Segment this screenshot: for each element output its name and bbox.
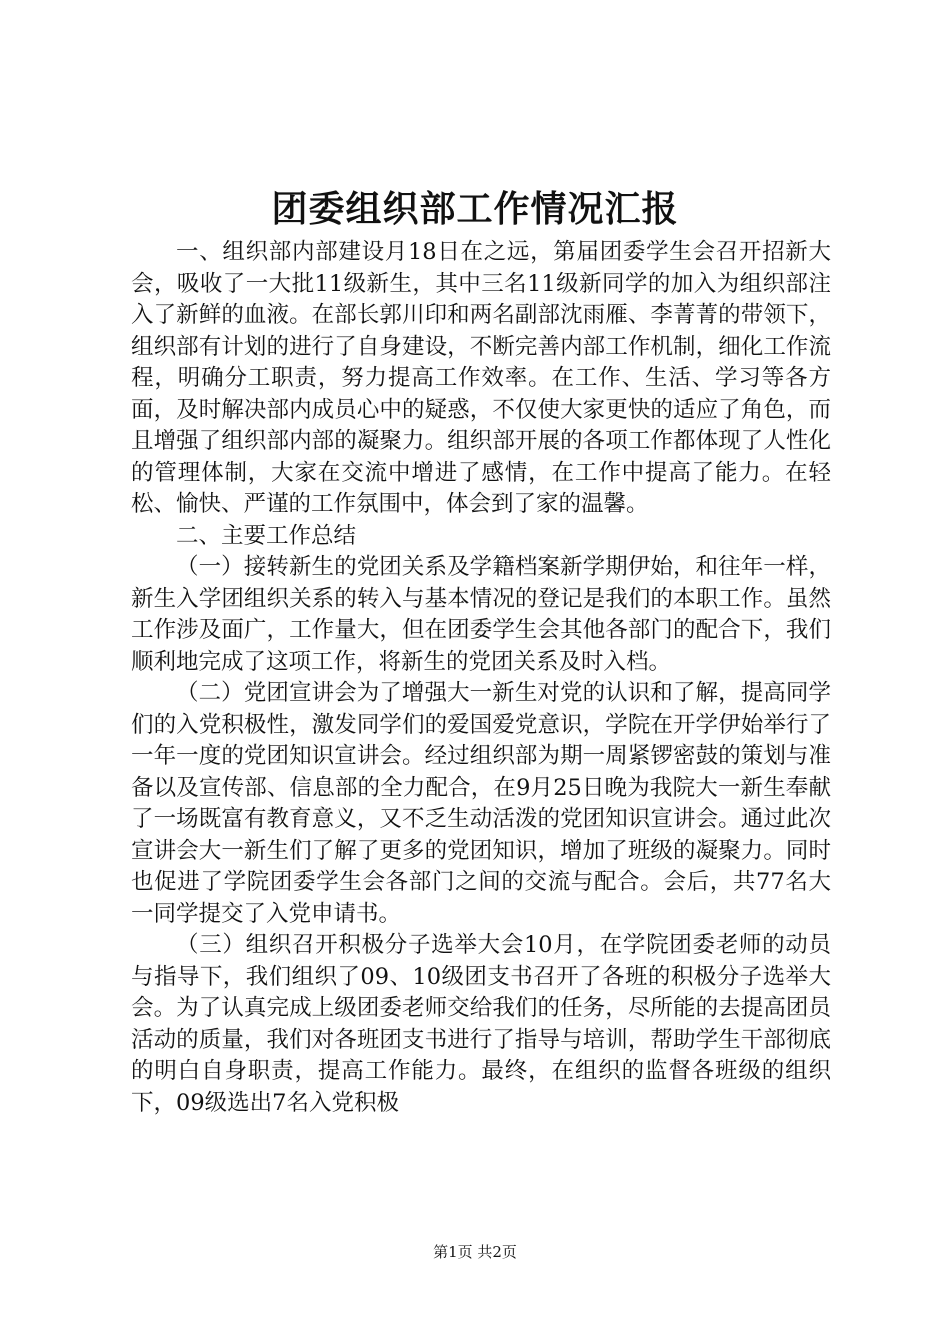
paragraph-item-two: （二）党团宣讲会为了增强大一新生对党的认识和了解，提高同学们的入党积极性，激发同学们的爱国爱党意识，学院在开学伊始举行了一年一度的党团知识宣讲会。经过组织部为期一周紧锣密鼓的策划与准备以及宣传部、信息部的全力配合，在9月25日晚为我院大一新生奉献了一场既富有教育意义，又不乏生动活泼的党团知识宣讲会。通过此次宣讲会大一新生们了解了更多的党团知识，增加了班级的凝聚力。同时也促进了学院团委学生会各部门之间的交流与配合。会后，共77名大一同学提交了入党申请书。 bbox=[131, 680, 831, 927]
paragraph-item-three: （三）组织召开积极分子选举大会10月，在学院团委老师的动员与指导下，我们组织了09、10级团支书召开了各班的积极分子选举大会。为了认真完成上级团委老师交给我们的任务，尽所能的去提高团员活动的质量，我们对各班团支书进行了指导与培训，帮助学生干部彻底的明白自身职责，提高工作能力。最终，在组织的监督各班级的组织下，09级选出7名入党积极 bbox=[131, 932, 831, 1116]
document-body bbox=[131, 237, 831, 1119]
paragraph-item-one: （一）接转新生的党团关系及学籍档案新学期伊始，和往年一样，新生入学团组织关系的转入与基本情况的登记是我们的本职工作。虽然工作涉及面广，工作量大，但在团委学生会其他各部门的配合下，我们顺利地完成了这项工作，将新生的党团关系及时入档。 bbox=[131, 554, 831, 675]
paragraph-section-heading: 二、主要工作总结 bbox=[176, 522, 357, 549]
page-number-footer: 第1页 共2页 bbox=[433, 1243, 517, 1261]
paragraph-internal-construction: 一、组织部内部建设月18日在之远，第届团委学生会召开招新大会，吸收了一大批11级新生，其中三名11级新同学的加入为组织部注入了新鲜的血液。在部长郭川印和两名副部沈雨雁、李菁菁的带领下，组织部有计划的进行了自身建设，不断完善内部工作机制，细化工作流程，明确分工职责，努力提高工作效率。在工作、生活、学习等各方面，及时解决部内成员心中的疑惑，不仅使大家更快的适应了角色，而且增强了组织部内部的凝聚力。组织部开展的各项工作都体现了人性化的管理体制，大家在交流中增进了感情，在工作中提高了能力。在轻松、愉快、严谨的工作氛围中，体会到了家的温馨。 bbox=[131, 239, 831, 517]
document-title: 团委组织部工作情况汇报 bbox=[271, 188, 679, 230]
